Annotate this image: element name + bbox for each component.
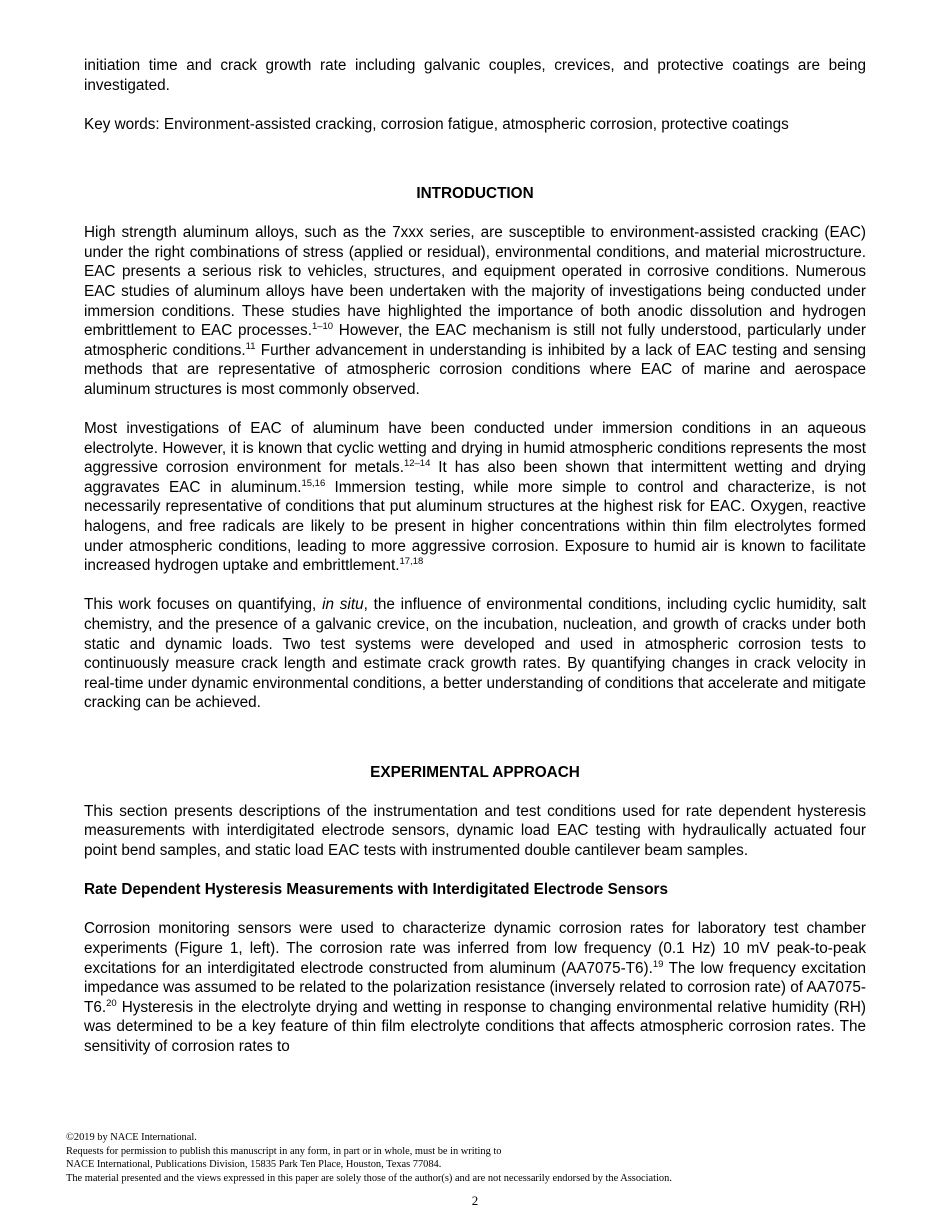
copyright-line: ©2019 by NACE International. — [66, 1132, 197, 1143]
experimental-p1-text: This section presents descriptions of the instrumentation and test conditions used for rate dependent hysteresis measurements with interdigitated electrode sensors, dynamic load EAC testing with hydraulically actuated four point bend samples, and static load EAC tests with instrumented double cantilever beam samples. — [84, 802, 866, 859]
experimental-p2-text-b: The low frequency excitation impedance was assumed to be related to the polarization resistance (inversely related to corrosion rate) of AA7075-T6. — [84, 959, 866, 1016]
experimental-paragraph-2 — [84, 919, 866, 1056]
page-body — [84, 56, 866, 1057]
citation-ref: 15,16 — [301, 477, 326, 489]
intro-paragraph-1 — [84, 223, 866, 399]
citation-ref: 20 — [106, 997, 117, 1009]
continuation-text: initiation time and crack growth rate including galvanic couples, crevices, and protective coatings are being investigated. — [84, 57, 866, 94]
intro-p1-text-a: High strength aluminum alloys, such as the 7xxx series, are susceptible to environment-assisted cracking (EAC) under the right combinations of stress (applied or residual), environmental conditions, and material microstructure. EAC presents a serious risk to vehicles, structures, and equipment operated in corrosive conditions. Numerous EAC studies of aluminum alloys have been undertaken with the majority of investigations being conducted under immersion conditions. These studies have highlighted the importance of both anodic dissolution and hydrogen embrittlement to EAC processes. — [84, 224, 866, 340]
disclaimer-line: The material presented and the views expressed in this paper are solely those of the author(s) and are not necessarily endorsed by the Association. — [66, 1172, 672, 1184]
intro-p1-text-b: However, the EAC mechanism is still not fully understood, particularly under atmospheric conditions. — [84, 322, 866, 359]
intro-p3-text-a: This work focuses on quantifying, — [84, 596, 323, 614]
experimental-paragraph-1 — [84, 802, 866, 861]
introduction-heading: INTRODUCTION — [416, 184, 534, 202]
intro-p3-text-b: , the influence of environmental conditions, including cyclic humidity, salt chemistry, and the presence of a galvanic crevice, on the incubation, nucleation, and growth of cracks under both static and dynamic loads. Two test systems were developed and used in atmospheric corrosion tests to continuously measure crack length and estimate crack growth rates. By quantifying changes in crack velocity in real-time under dynamic environmental conditions, a better understanding of conditions that accelerate and mitigate cracking can be achieved. — [84, 596, 867, 712]
hysteresis-subheading: Rate Dependent Hysteresis Measurements with Interdigitated Electrode Sensors — [84, 881, 669, 899]
intro-p2-text-b: It has also been shown that intermittent wetting and drying aggravates EAC in aluminum. — [84, 459, 866, 496]
experimental-p2-text-a: Corrosion monitoring sensors were used to characterize dynamic corrosion rates for laboratory test chamber experiments (Figure 1, left). The corrosion rate was inferred from low frequency (0.1 Hz) 10 mV peak-to-peak excitations for an interdigitated electrode constructed from aluminum (AA7075-T6). — [84, 920, 866, 977]
intro-p1-text-c: Further advancement in understanding is inhibited by a lack of EAC testing and sensing methods that are representative of atmospheric corrosion conditions where EAC of marine and aerospace aluminum structures is most commonly observed. — [84, 341, 866, 398]
keywords-text: Key words: Environment-assisted cracking, corrosion fatigue, atmospheric corrosion, protective coatings — [84, 115, 789, 133]
experimental-p2-text-c: Hysteresis in the electrolyte drying and wetting in response to changing environmental relative humidity (RH) was determined to be a key feature of thin film electrolyte conditions that affects atmospheric corrosion rates. The sensitivity of corrosion rates to — [84, 998, 866, 1055]
intro-paragraph-3 — [84, 595, 866, 713]
intro-p3-italic: in situ — [322, 596, 364, 614]
intro-p2-text-a: Most investigations of EAC of aluminum have been conducted under immersion conditions in an aqueous electrolyte. However, it is known that cyclic wetting and drying in humid atmospheric conditions represents the most aggressive corrosion environment for metals. — [84, 420, 866, 477]
experimental-heading: EXPERIMENTAL APPROACH — [370, 763, 580, 781]
continuation-paragraph — [84, 56, 866, 95]
intro-paragraph-2 — [84, 419, 866, 576]
citation-ref: 17,18 — [399, 556, 424, 568]
citation-ref: 11 — [245, 340, 256, 352]
page-number: 2 — [471, 1193, 479, 1208]
citation-ref: 19 — [652, 958, 664, 970]
page-footer — [66, 1131, 886, 1185]
keywords-paragraph — [84, 115, 866, 135]
intro-p2-text-c: Immersion testing, while more simple to control and characterize, is not necessarily representative of conditions that put aluminum structures at the highest risk for EAC. Oxygen, reactive halogens, and free radicals are likely to be present in higher concentrations within thin film electrolytes formed under atmospheric conditions, leading to more aggressive corrosion. Exposure to humid air is known to facilitate increased hydrogen uptake and embrittlement. — [84, 478, 867, 575]
citation-ref: 12–14 — [403, 458, 431, 470]
citation-ref: 1–10 — [311, 321, 334, 333]
address-line: NACE International, Publications Division, 15835 Park Ten Place, Houston, Texas 77084. — [66, 1159, 442, 1171]
permission-line: Requests for permission to publish this manuscript in any form, in part or in whole, must be in writing to — [66, 1145, 502, 1157]
